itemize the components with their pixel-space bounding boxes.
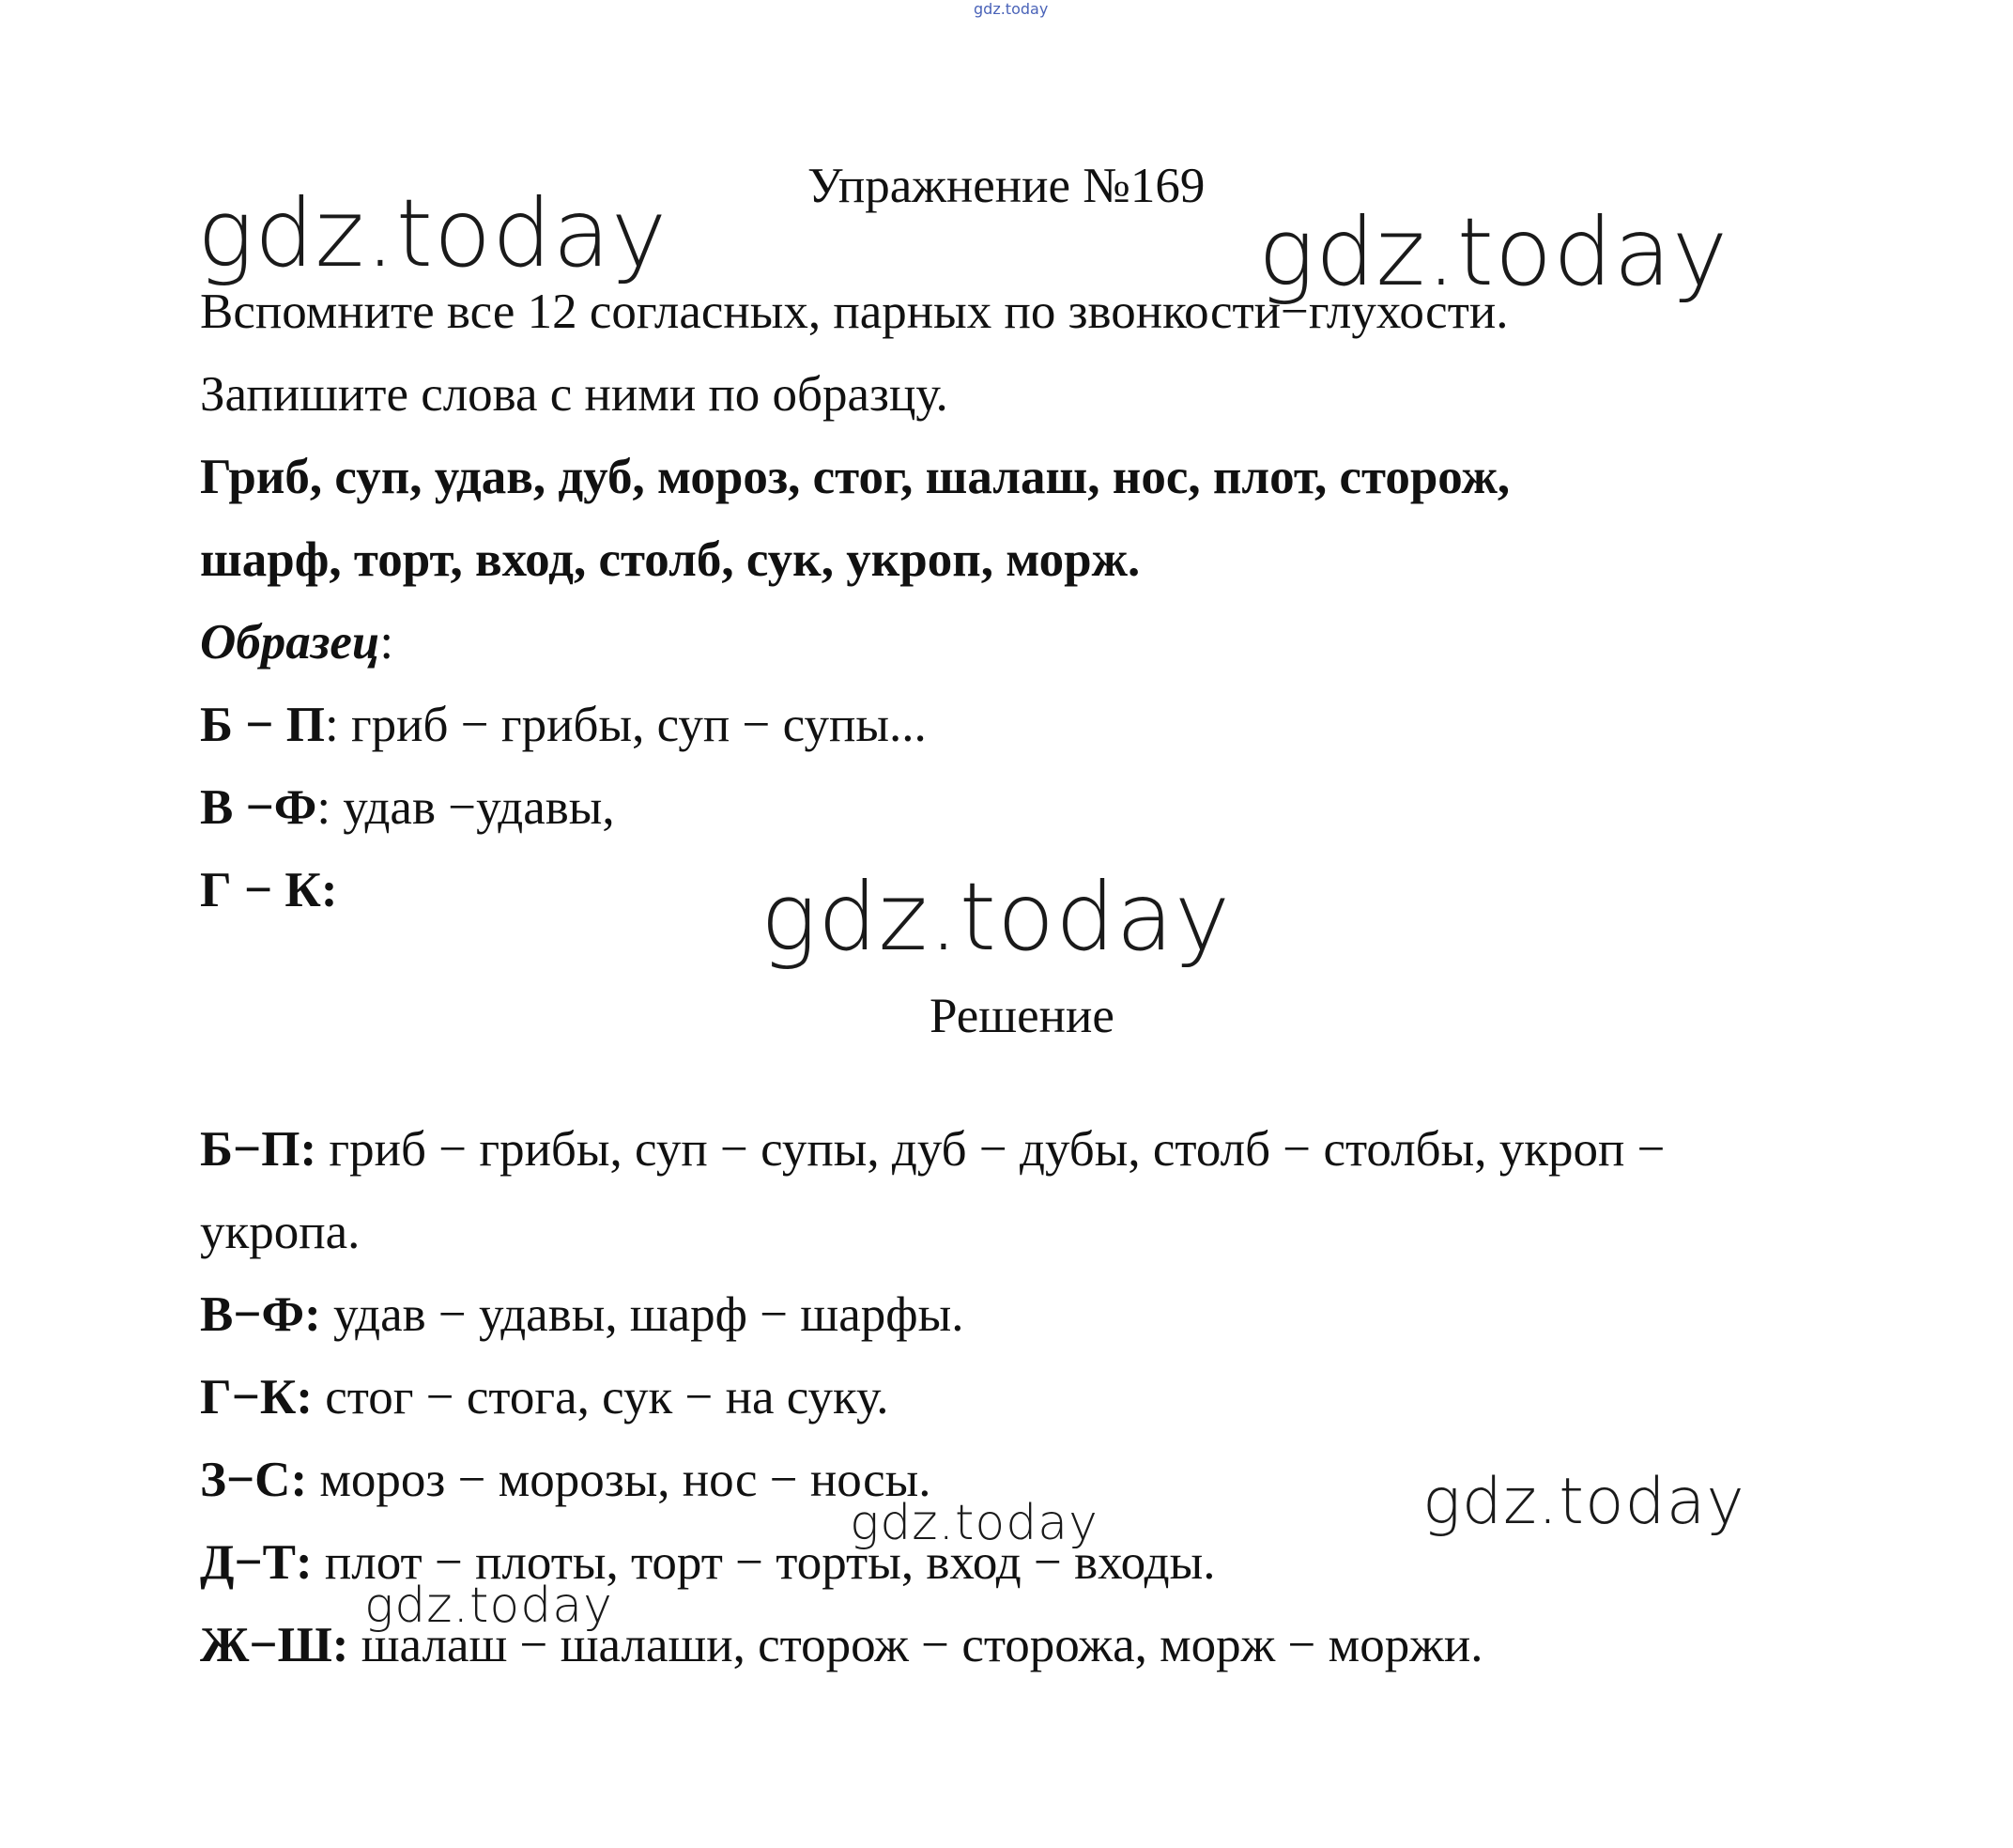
solution-line	[200, 1204, 360, 1260]
solution-pair: Ж−Ш:	[200, 1618, 349, 1672]
solution-pair: З−С:	[200, 1453, 308, 1507]
exercise-title: Упражнение №169	[807, 159, 1206, 213]
watermark-small-top: gdz.today	[974, 0, 1049, 18]
watermark-center: gdz.today	[761, 862, 1232, 972]
sample-line	[200, 779, 615, 836]
solution-text: шалаш − шалаши, сторож − сторожа, морж − моржи.	[348, 1618, 1483, 1672]
sample-text: : удав −удавы,	[316, 780, 615, 835]
words-line-1: Гриб, суп, удав, дуб, мороз, стог, шалаш, нос, плот, сторож,	[200, 450, 1511, 504]
solution-pair: Д−Т:	[200, 1535, 313, 1590]
solution-line	[200, 1286, 963, 1343]
solution-line	[200, 1369, 889, 1425]
solution-line	[200, 1121, 1666, 1178]
solution-text: плот − плоты, торт − торты, вход − входы.	[312, 1535, 1216, 1590]
solution-text: укропа.	[200, 1205, 361, 1259]
watermark-right-bottom: gdz.today	[1422, 1465, 1745, 1539]
solution-pair: Г−К:	[200, 1370, 314, 1424]
sample-line	[200, 697, 927, 753]
watermark-right-top: gdz.today	[1258, 197, 1729, 307]
solution-line	[200, 1452, 930, 1508]
sample-line	[200, 862, 338, 918]
sample-label-line	[200, 614, 393, 670]
sample-colon: :	[379, 615, 394, 670]
instruction-line-2: Запишите слова с ними по образцу.	[200, 367, 948, 422]
solution-text: мороз − морозы, нос − носы.	[307, 1453, 931, 1507]
sample-pair: Г − К:	[200, 863, 338, 917]
solution-heading: Решение	[930, 989, 1114, 1043]
instruction-line-1: Вспомните все 12 согласных, парных по звонкости−глухости.	[200, 285, 1509, 339]
sample-text: : гриб − грибы, суп − супы...	[324, 698, 927, 752]
solution-pair: В−Ф:	[200, 1287, 321, 1342]
solution-text: удав − удавы, шарф − шарфы.	[320, 1287, 964, 1342]
words-line-2: шарф, торт, вход, столб, сук, укроп, морж.	[200, 532, 1141, 587]
solution-text: стог − стога, сук − на суку.	[313, 1370, 889, 1424]
watermark-left-top: gdz.today	[197, 178, 668, 288]
sample-pair: В −Ф	[200, 780, 317, 835]
watermark-middle-bottom: gdz.today	[850, 1495, 1099, 1551]
sample-label: Образец	[200, 615, 380, 670]
solution-pair: Б−П:	[200, 1122, 317, 1177]
watermark-left-bottom: gdz.today	[364, 1578, 613, 1634]
solution-text: гриб − грибы, суп − супы, дуб − дубы, столб − столбы, укроп −	[316, 1122, 1666, 1177]
sample-pair: Б − П	[200, 698, 325, 752]
